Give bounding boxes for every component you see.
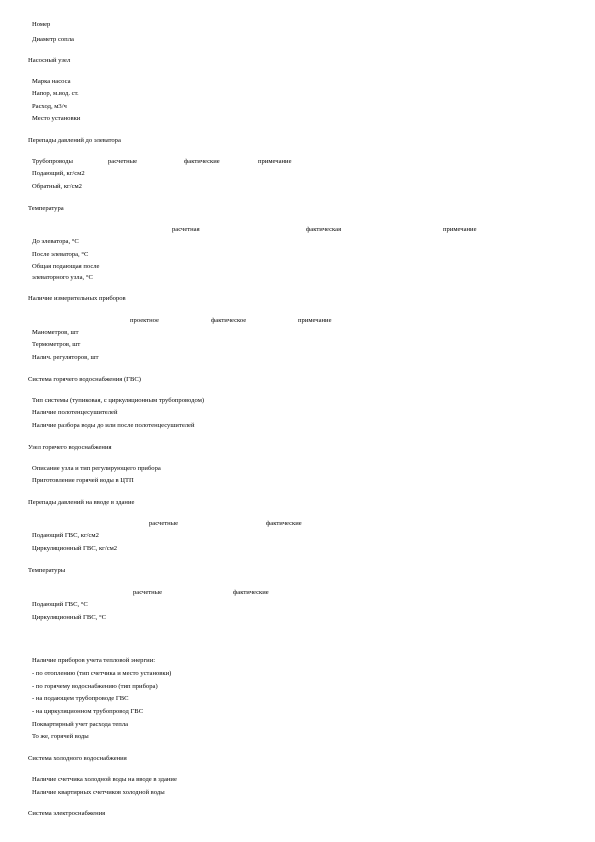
line-napor: Напор, м.вод. ст.	[32, 90, 79, 97]
line-cirkulyacionny-gvs: Циркуляционный ГВС, кг/см2	[32, 545, 118, 552]
line-mesto-ustanovki: Место установки	[32, 115, 81, 122]
line-nalichie-priborov-ucheta: Наличие приборов учета тепловой энергии:	[32, 657, 156, 664]
table-header-fakticheskoe: фактическое	[211, 317, 247, 324]
table-header-proektnoe: проектное	[130, 317, 159, 324]
line-nalichie-schetchika: Наличие счетчика холодной воды на вводе в здание	[32, 776, 177, 783]
table-header-raschetnye: расчетные	[149, 520, 179, 527]
line-nalichie-polotencesushiteley: Наличие полотенцесушителей	[32, 409, 118, 416]
line-manometrov: Манометров, шт	[32, 329, 79, 336]
table-header-raschetnaya: расчетная	[172, 226, 200, 233]
line-podayushchiy-gvs: Подающий ГВС, кг/см2	[32, 532, 99, 539]
table-header-fakticheskie: фактические	[266, 520, 302, 527]
line-nalichie-kvartirnyh: Наличие квартирных счетчиков холодной воды	[32, 789, 165, 796]
section-heading-temperatury: Температуры	[28, 567, 66, 574]
section-heading-sistema-hvs: Система холодного водоснабжения	[28, 755, 127, 762]
section-heading-temperatura: Температура	[28, 205, 64, 212]
table-header-primechanie: примечание	[258, 158, 292, 165]
section-heading-sistema-elektro: Система электроснабжения	[28, 810, 106, 817]
line-nalich-regulyatorov: Налич. регуляторов, шт	[32, 354, 99, 361]
line-podayushchiy: Подающий, кг/см2	[32, 170, 85, 177]
line-posle-elevatora: После элеватора, °С	[32, 251, 89, 258]
section-heading-sistema-gvs: Система горячего водоснабжения (ГВС)	[28, 376, 141, 383]
line-nomer: Номер	[32, 21, 51, 28]
line-termometrov: Термометров, шт	[32, 341, 81, 348]
line-to-zhe: То же, горячей воды	[32, 733, 89, 740]
line-diametr-sopla: Диаметр сопла	[32, 36, 74, 43]
section-heading-uzel-gvs: Узел горячего водоснабжения	[28, 444, 112, 451]
section-heading-perepady-na-vvode: Перепады давлений на вводе в здание	[28, 499, 135, 506]
table-header-primechanie: примечание	[298, 317, 332, 324]
line-prigotovlenie: Приготовление горячей воды в ЦТП	[32, 477, 134, 484]
table-header-raschetnye: расчетные	[108, 158, 138, 165]
table-header-raschetnye: расчетные	[133, 589, 163, 596]
line-rashod: Расход, м3/ч	[32, 103, 67, 110]
line-marka-nasosa: Марка насоса	[32, 78, 71, 85]
line-podayushchiy-gvs-temp: Подающий ГВС, °С	[32, 601, 88, 608]
line-obratny: Обратный, кг/см2	[32, 183, 82, 190]
line-do-elevatora: До элеватора, °С	[32, 238, 79, 245]
line-obshchiy-podayushchiy: Общая подающая после	[32, 263, 100, 270]
list-item-na-podayushchem: - на подающем трубопроводе ГВС	[32, 695, 129, 702]
table-header-primechanie: примечание	[443, 226, 477, 233]
table-header-fakticheskie: фактические	[233, 589, 269, 596]
list-item-na-cirkulyacionnom: - на циркуляционном трубопровод ГВС	[32, 708, 144, 715]
section-heading-perepady-do-elevatora: Перепады давлений до элеватора	[28, 137, 121, 144]
line-tip-sistemy: Тип системы (тупиковая, с циркуляционным трубопроводом)	[32, 397, 205, 404]
list-item-po-otopleniyu: - по отоплению (тип счетчика и место установки)	[32, 670, 172, 677]
table-header-fakticheskaya: фактическая	[306, 226, 342, 233]
line-nalichie-razbora: Наличие разбора воды до или после полотенцесушителей	[32, 422, 195, 429]
line-cirkulyacionny-gvs-temp: Циркуляционный ГВС, °С	[32, 614, 106, 621]
table-header-truboprovody: Трубопроводы	[32, 158, 73, 165]
line-obshchiy-podayushchiy-cont: элеваторного узла, °С	[32, 274, 93, 281]
list-item-po-goryachemu: - по горячему водоснабжению (тип прибора)	[32, 683, 158, 690]
section-heading-nasosny-uzel: Насосный узел	[28, 57, 71, 64]
section-heading-nalichie-priborov: Наличие измерительных приборов	[28, 295, 126, 302]
line-poquartirny-uchet: Поквартирный учет расхода тепла	[32, 721, 129, 728]
line-opisanie-uzla: Описание узла и тип регулирующего прибора	[32, 465, 161, 472]
table-header-fakticheskie: фактические	[184, 158, 220, 165]
